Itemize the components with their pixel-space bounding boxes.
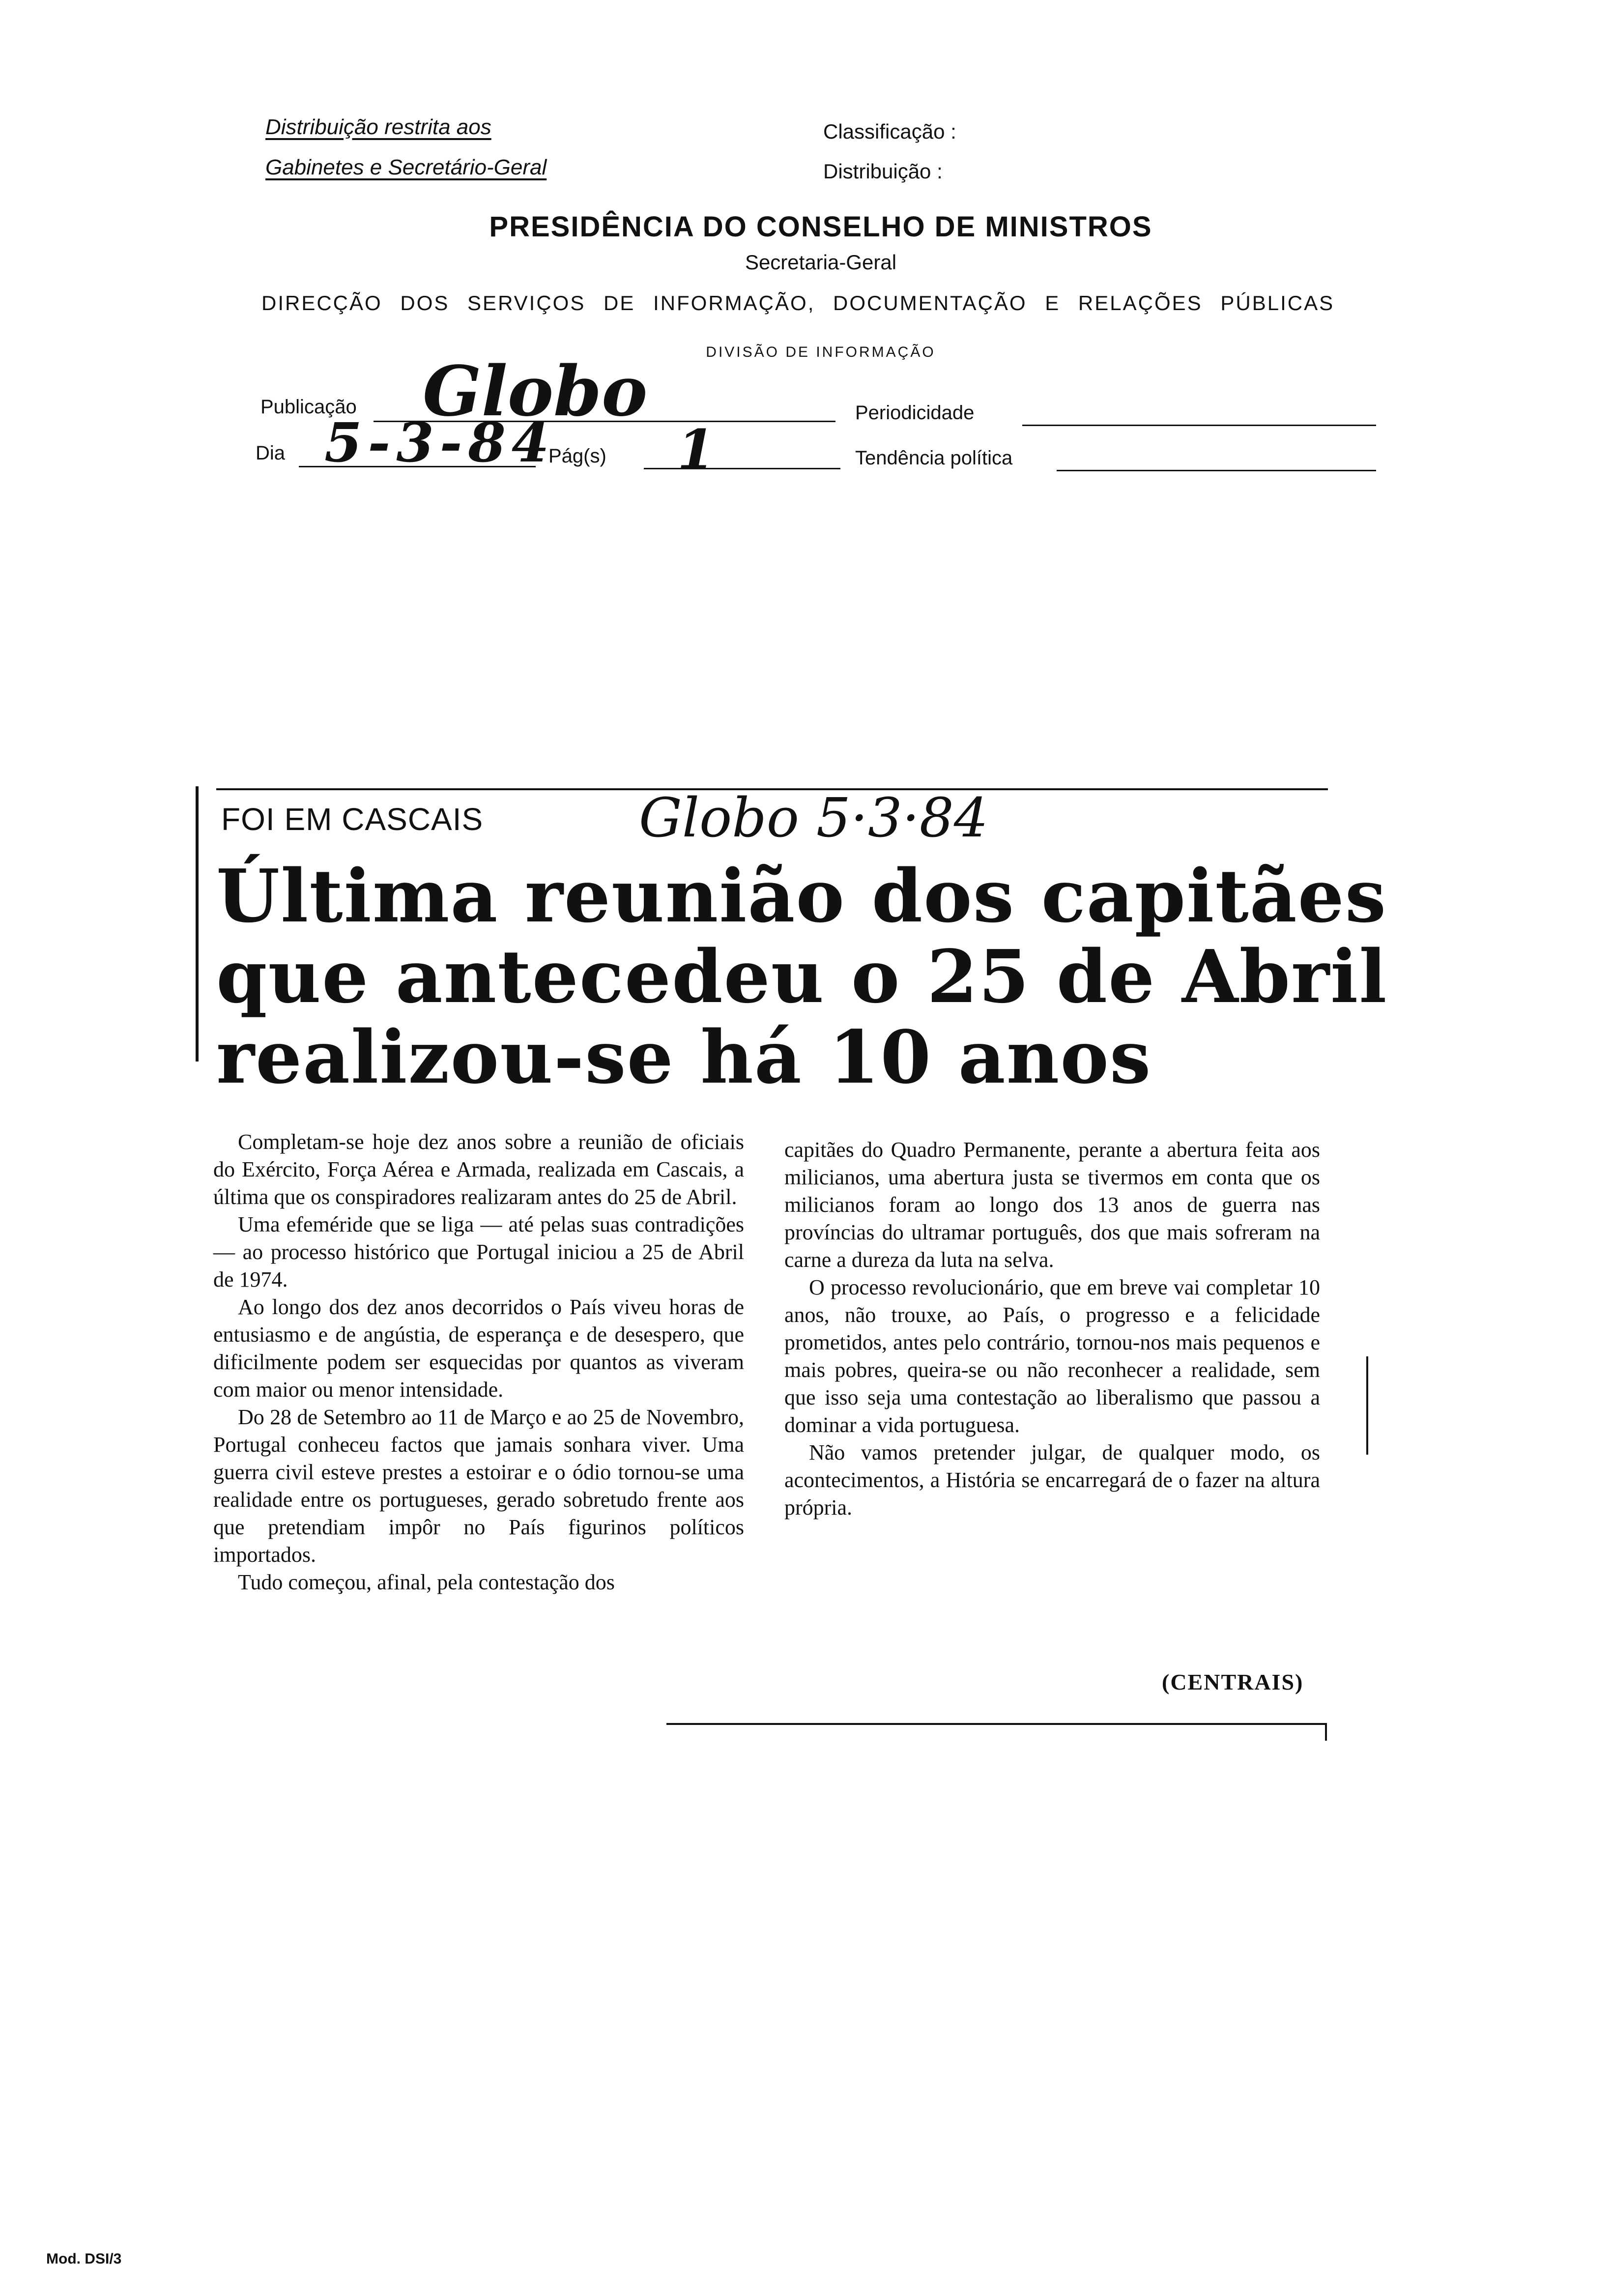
- pags-line: [644, 468, 840, 469]
- article-column-1: [213, 1128, 744, 1596]
- clipping-bottom-rule: [666, 1723, 1327, 1725]
- dia-label: Dia: [256, 442, 286, 464]
- handwritten-note: Globo 5·3·84: [639, 786, 988, 849]
- article-column-2: [784, 1136, 1320, 1521]
- division-line: DIVISÃO DE INFORMAÇÃO: [706, 344, 936, 360]
- scan-mark-right: [1366, 1356, 1368, 1455]
- col1-paragraph-4: Do 28 de Setembro ao 11 de Março e ao 25 de Novembro, Portugal conheceu factos que jamais sonhara viver. Uma guerra civil esteve prestes a estoirar e o ódio tornou-se uma realidade entre os portugueses, gerado sobretudo frente aos que pretendiam impôr no País figurinos políticos importados.: [213, 1405, 744, 1567]
- clipping-bottom-corner: [1325, 1723, 1327, 1741]
- col2-paragraph-2: Não vamos pretender julgar, de qualquer modo, os acontecimentos, a História se encarregará de o fazer na altura própria.: [784, 1440, 1320, 1520]
- directorate-line: DIRECÇÃO DOS SERVIÇOS DE INFORMAÇÃO, DOCUMENTAÇÃO E RELAÇÕES PÚBLICAS: [261, 291, 1335, 315]
- org-subtitle: Secretaria-Geral: [745, 251, 897, 274]
- publicacao-value: Globo: [423, 351, 648, 432]
- col2-continuation: capitães do Quadro Permanente, perante a abertura feita aos milicianos, uma abertura justa se tivermos em conta que os milicianos foram ao longo dos 13 anos de guerra nas províncias do ultramar português, dos que mais sofreram na carne a dureza da luta na selva.: [784, 1138, 1320, 1272]
- publicacao-label: Publicação: [260, 396, 357, 418]
- col1-paragraph-1: Completam-se hoje dez anos sobre a reunião de oficiais do Exército, Força Aérea e Armada, realizada em Cascais, a última que os conspiradores realizaram antes do 25 de Abril.: [213, 1130, 744, 1209]
- restriction-line-2: Gabinetes e Secretário-Geral: [265, 155, 547, 179]
- headline-line-3: realizou-se há 10 anos: [216, 1014, 1152, 1100]
- tendencia-label: Tendência política: [855, 447, 1013, 469]
- headline-line-1: Última reunião dos capitães: [216, 853, 1387, 939]
- pags-value: 1: [677, 418, 715, 481]
- form-code: Mod. DSI/3: [46, 2251, 122, 2267]
- classification-label: Classificação :: [823, 120, 956, 143]
- article-kicker: FOI EM CASCAIS: [221, 802, 484, 837]
- restriction-line-1: Distribuição restrita aos: [265, 115, 491, 139]
- article-signoff: (CENTRAIS): [1162, 1669, 1304, 1694]
- pags-label: Pág(s): [548, 445, 606, 467]
- col2-paragraph-1: O processo revolucionário, que em breve vai completar 10 anos, não trouxe, ao País, o progresso e a felicidade prometidos, antes pelo contrário, tornou-nos mais pequenos e mais pobres, queira-se ou não reconhecer a realidade, sem que isso seja uma contestação ao liberalismo que passou a dominar a vida portuguesa.: [784, 1275, 1320, 1437]
- periodicidade-label: Periodicidade: [855, 402, 975, 424]
- dia-value: 5-3-84: [324, 411, 555, 474]
- col1-paragraph-3: Ao longo dos dez anos decorridos o País viveu horas de entusiasmo e de angústia, de esperança e de desespero, que dificilmente podem ser esquecidas por quantos as viveram com maior ou menor intensidade.: [213, 1295, 744, 1402]
- clipping-left-border: [196, 786, 199, 1062]
- col1-paragraph-5: Tudo começou, afinal, pela contestação dos: [238, 1570, 615, 1594]
- col1-paragraph-2: Uma efeméride que se liga — até pelas suas contradições — ao processo histórico que Portugal iniciou a 25 de Abril de 1974.: [213, 1212, 744, 1292]
- distribution-label: Distribuição :: [823, 160, 943, 183]
- periodicidade-line: [1022, 425, 1376, 426]
- headline-line-2: que antecedeu o 25 de Abril: [216, 934, 1388, 1019]
- tendencia-line: [1057, 470, 1376, 471]
- org-title: PRESIDÊNCIA DO CONSELHO DE MINISTROS: [489, 211, 1152, 243]
